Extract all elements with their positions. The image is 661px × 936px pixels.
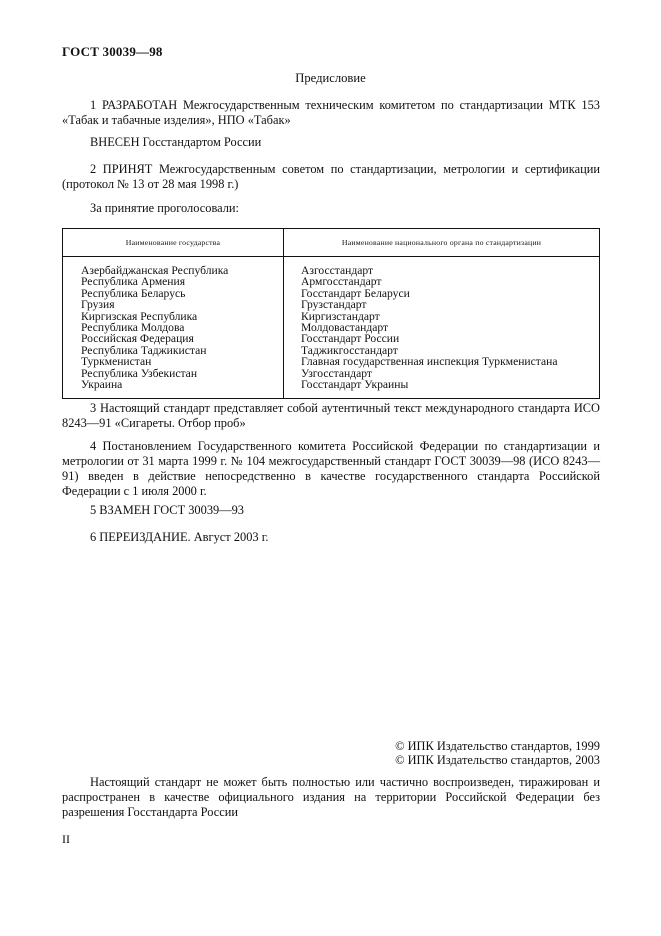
section-4-enactment: 4 Постановлением Государственного комитета Российской Федерации по стандартизации и метрологии от 31 марта 1999 г. № 104 межгосударственный стандарт ГОСТ 30039—98 (ИСО 8243—91) введен в действие непосредственно в качестве государственного стандарта Российской Федерации с 1 июля 2000 г. xyxy=(62,439,600,498)
standards-body-name: Госстандарт России xyxy=(301,332,400,346)
page-number: II xyxy=(62,832,70,846)
body-list xyxy=(284,257,600,399)
state-name: Республика Таджикистан xyxy=(81,343,207,357)
standards-body-name: Таджикгосстандарт xyxy=(301,343,398,357)
state-name: Республика Узбекистан xyxy=(81,366,198,380)
document-code: ГОСТ 30039—98 xyxy=(62,44,163,59)
page-title: Предисловие xyxy=(295,71,366,85)
section-6-reissue: 6 ПЕРЕИЗДАНИЕ. Август 2003 г. xyxy=(90,530,269,544)
column-header-state: Наименование государства xyxy=(63,229,284,257)
state-name: Республика Беларусь xyxy=(81,286,186,300)
reproduction-notice: Настоящий стандарт не может быть полностью или частично воспроизведен, тиражирован и распространен в качестве официального издания на территории Российской Федерации без разрешения Госстандарта России xyxy=(62,775,600,819)
standards-body-name: Грузстандарт xyxy=(301,298,367,312)
standards-body-name: Армгосстандарт xyxy=(301,275,382,289)
state-name: Азербайджанская Республика xyxy=(81,264,229,277)
standards-body-name: Киргизстандарт xyxy=(301,309,380,323)
state-name: Российская Федерация xyxy=(81,332,194,346)
copyright-block xyxy=(380,740,600,767)
standards-body-name: Госстандарт Украины xyxy=(301,378,409,392)
standards-body-name: Азгосстандарт xyxy=(301,264,374,277)
section-5-replaces: 5 ВЗАМЕН ГОСТ 30039—93 xyxy=(90,503,244,517)
copyright-line: © ИПК Издательство стандартов, 1999 xyxy=(395,739,600,753)
section-2-adopted: 2 ПРИНЯТ Межгосударственным советом по стандартизации, метрологии и сертификации (протокол № 13 от 28 мая 1998 г.) xyxy=(62,162,600,191)
state-name: Грузия xyxy=(81,298,115,312)
voted-intro: За принятие проголосовали: xyxy=(90,201,239,215)
standards-body-name: Госстандарт Беларуси xyxy=(301,286,410,300)
section-3-iso: 3 Настоящий стандарт представляет собой аутентичный текст международного стандарта ИСО 8243—91 «Сигареты. Отбор проб» xyxy=(62,401,600,430)
state-name: Республика Армения xyxy=(81,275,186,289)
standards-body-name: Главная государственная инспекция Туркменистана xyxy=(301,355,558,369)
state-name: Республика Молдова xyxy=(81,321,185,335)
state-name: Киргизская Республика xyxy=(81,309,198,323)
state-name: Туркменистан xyxy=(81,355,152,369)
voting-table xyxy=(62,228,600,399)
standards-body-name: Узгосстандарт xyxy=(301,366,372,380)
standards-body-name: Молдовастандарт xyxy=(301,321,389,335)
section-1-submitted: ВНЕСЕН Госстандартом России xyxy=(90,135,262,149)
copyright-line: © ИПК Издательство стандартов, 2003 xyxy=(395,752,600,767)
state-list xyxy=(63,257,284,399)
column-header-body: Наименование национального органа по стандартизации xyxy=(284,229,600,257)
state-name: Украина xyxy=(81,378,123,392)
section-1-developed: 1 РАЗРАБОТАН Межгосударственным техническим комитетом по стандартизации МТК 153 «Табак и табачные изделия», НПО «Табак» xyxy=(62,98,600,127)
